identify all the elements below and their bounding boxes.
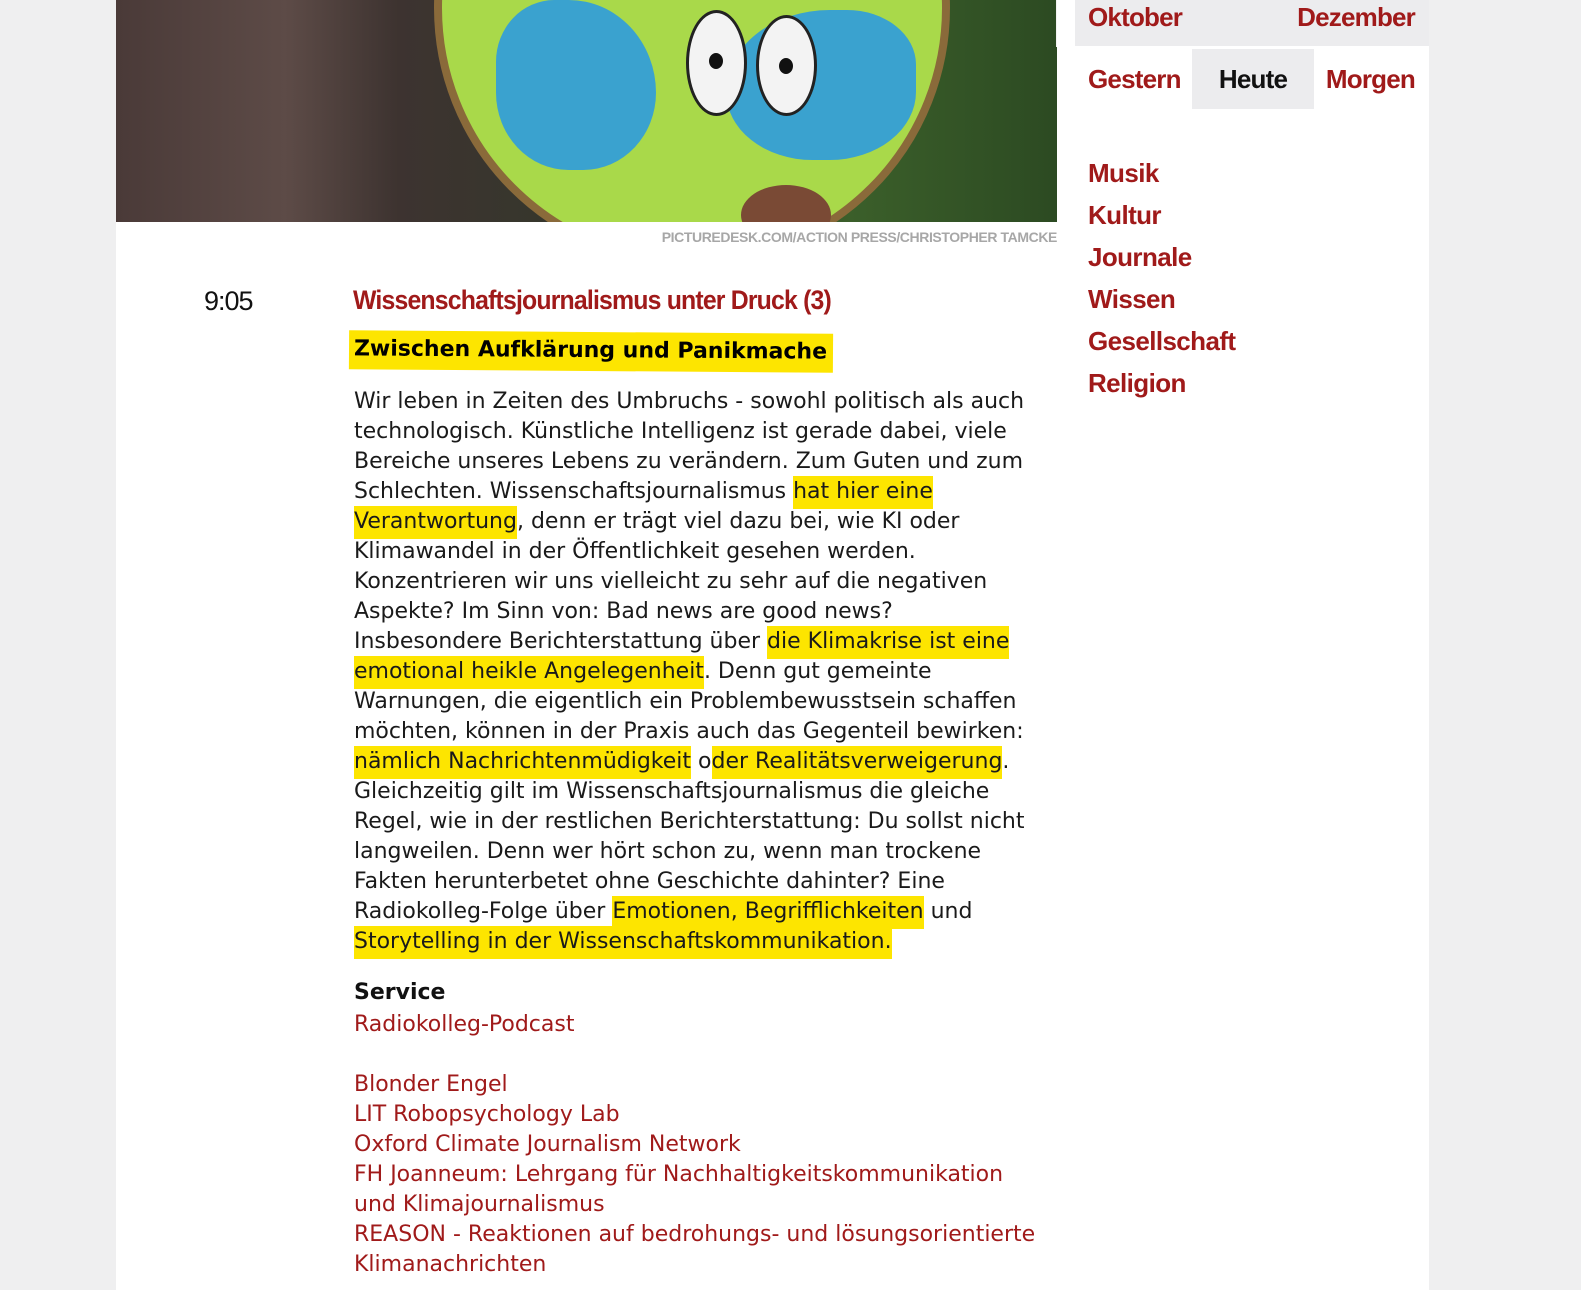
nav-musik[interactable]: Musik xyxy=(1088,158,1159,188)
day-tomorrow[interactable]: Morgen xyxy=(1325,64,1415,94)
broadcast-time: 9:05 xyxy=(204,286,253,316)
nav-kultur[interactable]: Kultur xyxy=(1088,200,1161,230)
broadcast-description xyxy=(354,387,1044,957)
nav-gesellschaft[interactable]: Gesellschaft xyxy=(1088,326,1236,356)
nav-journale[interactable]: Journale xyxy=(1088,242,1192,272)
highlighted-segment: hat hier eine Verantwortung xyxy=(354,476,933,539)
service-links xyxy=(354,1010,1044,1280)
nav-religion[interactable]: Religion xyxy=(1088,368,1186,398)
nav-wissen[interactable]: Wissen xyxy=(1088,284,1176,314)
service-link[interactable]: Oxford Climate Journalism Network xyxy=(354,1132,741,1157)
service-link[interactable]: FH Joanneum: Lehrgang für Nachhaltigkeitskommunikation und Klimajournalismus xyxy=(354,1162,1004,1217)
category-navigation xyxy=(1088,152,1235,404)
description-segment: . Gleichzeitig gilt im Wissenschaftsjournalismus die gleiche Regel, wie in der restlichen Berichterstattung: Du sollst nicht langweilen. Denn wer hört schon zu, wenn man trockene Fakten herunterbetet ohne Geschichte dahinter? Eine Radiokolleg-Folge über xyxy=(354,749,1025,924)
broadcast-subtitle: Zwischen Aufklärung und Panikmache xyxy=(349,330,833,372)
share-button[interactable] xyxy=(1056,0,1057,47)
day-yesterday[interactable]: Gestern xyxy=(1088,64,1181,94)
description-segment: , denn er trägt viel dazu bei, wie KI oder Klimawandel in der Öffentlichkeit gesehen werden. Konzentrieren wir uns vielleicht zu sehr auf die negativen Aspekte? Im Sinn von: Bad news are good news? Insbesondere Berichterstattung über xyxy=(354,509,988,654)
highlighted-segment: Storytelling in der Wissenschaftskommunikation. xyxy=(354,926,892,959)
description-segment: . Denn gut gemeinte Warnungen, die eigentlich ein Problembewusstsein schaffen möchten, können in der Praxis auch das Gegenteil bewirken: xyxy=(354,659,1024,744)
service-link[interactable]: REASON - Reaktionen auf bedrohungs- und lösungsorientierte Klimanachrichten xyxy=(354,1222,1036,1277)
description-segment: o xyxy=(691,749,712,774)
month-navigation xyxy=(1075,0,1429,46)
broadcast-title: Wissenschaftsjournalismus unter Druck (3) xyxy=(353,285,831,315)
podcast-link[interactable]: Radiokolleg-Podcast xyxy=(354,1012,575,1037)
highlighted-segment: die Klimakrise ist eine emotional heikle Angelegenheit xyxy=(354,626,1009,689)
service-heading: Service xyxy=(354,980,446,1005)
highlighted-segment: der Realitätsverweigerung xyxy=(712,746,1003,779)
day-navigation xyxy=(1075,49,1429,109)
hero-image xyxy=(116,0,1057,222)
service-link[interactable]: LIT Robopsychology Lab xyxy=(354,1102,620,1127)
highlighted-segment: nämlich Nachrichtenmüdigkeit xyxy=(354,746,691,779)
description-segment: und xyxy=(923,899,973,924)
next-month-link[interactable]: Dezember xyxy=(1297,2,1415,32)
description-segment: Wir leben in Zeiten des Umbruchs - sowohl politisch als auch technologisch. Künstliche Intelligenz ist gerade dabei, viele Bereiche unseres Lebens zu verändern. Zum Guten und zum Schlechten. Wissenschaftsjournalismus xyxy=(354,389,1025,504)
highlighted-segment: Emotionen, Begrifflichkeiten xyxy=(612,896,923,929)
service-link[interactable]: Blonder Engel xyxy=(354,1072,508,1097)
prev-month-link[interactable]: Oktober xyxy=(1088,2,1183,32)
day-today[interactable]: Heute xyxy=(1192,49,1314,109)
photo-credit: PICTUREDESK.COM/ACTION PRESS/CHRISTOPHER TAMCKE xyxy=(661,229,1057,245)
